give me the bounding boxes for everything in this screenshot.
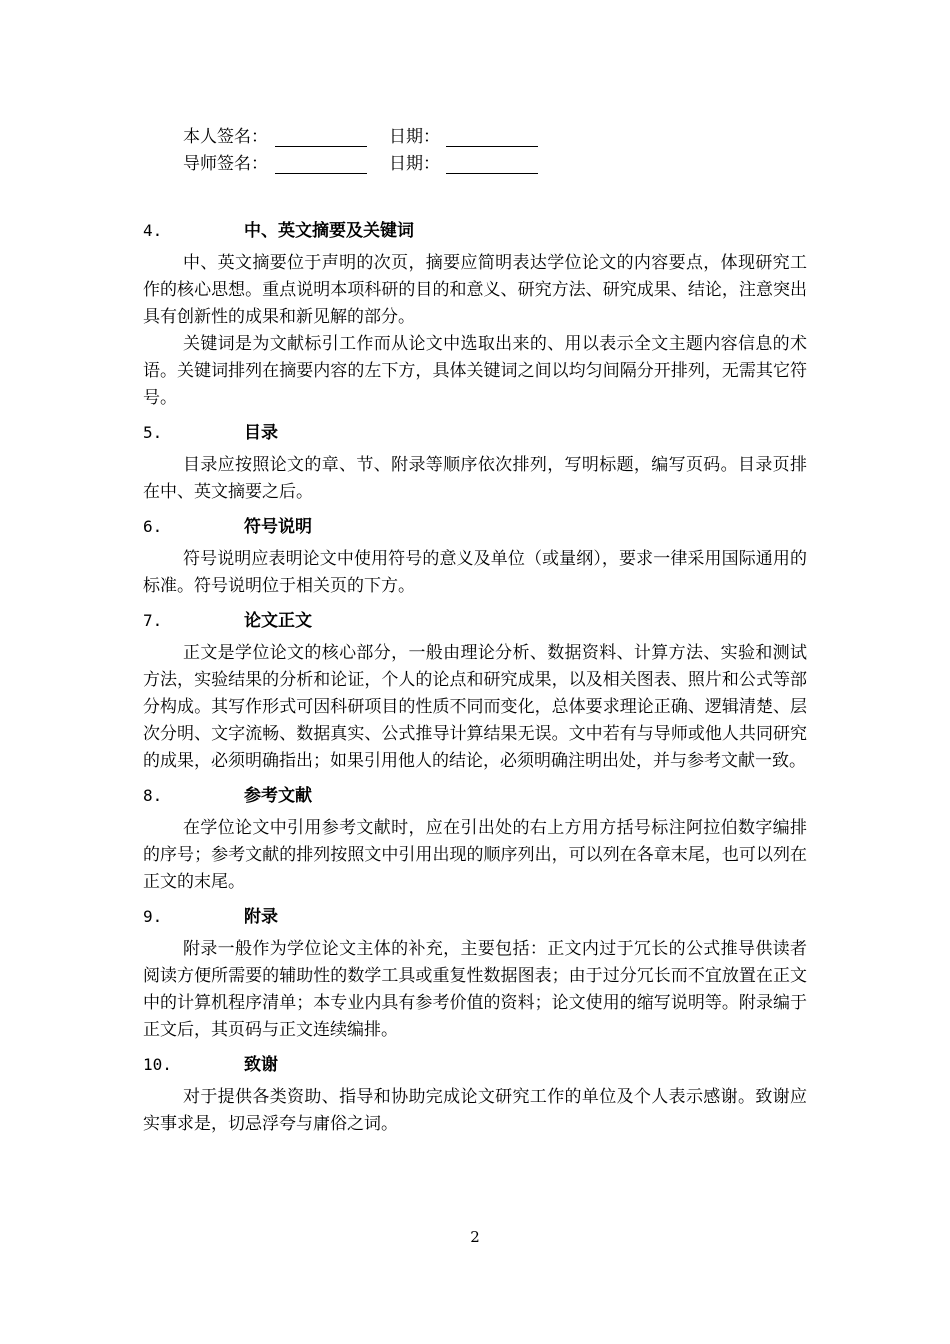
advisor-date-line xyxy=(446,156,538,174)
signature-block xyxy=(183,124,538,178)
author-date-label: 日期： xyxy=(389,127,440,147)
section-title: 中、英文摘要及关键词 xyxy=(244,221,414,241)
advisor-signature-label: 导师签名： xyxy=(183,154,268,174)
author-signature-line xyxy=(275,129,367,147)
section-appendix xyxy=(143,902,807,1044)
section-heading xyxy=(143,606,807,636)
section-references xyxy=(143,781,807,896)
section-heading xyxy=(143,902,807,932)
section-title: 参考文献 xyxy=(244,786,312,806)
section-number: 6. xyxy=(143,517,163,536)
section-abstract-keywords xyxy=(143,216,807,412)
section-heading xyxy=(143,781,807,811)
section-main-text xyxy=(143,606,807,775)
paragraph: 符号说明应表明论文中使用符号的意义及单位（或量纲），要求一律采用国际通用的标准。符号说明位于相关页的下方。 xyxy=(143,549,807,596)
signature-row-author xyxy=(183,124,538,151)
section-title: 符号说明 xyxy=(244,517,312,537)
section-number: 8. xyxy=(143,786,163,805)
section-number: 9. xyxy=(143,907,163,926)
section-number: 4. xyxy=(143,221,163,240)
section-heading xyxy=(143,1050,807,1080)
section-acknowledgements xyxy=(143,1050,807,1138)
signature-row-advisor xyxy=(183,151,538,178)
section-heading xyxy=(143,512,807,542)
paragraph: 正文是学位论文的核心部分，一般由理论分析、数据资料、计算方法、实验和测试方法，实验结果的分析和论证，个人的论点和研究成果，以及相关图表、照片和公式等部分构成。其写作形式可因科研项目的性质不同而变化，总体要求理论正确、逻辑清楚、层次分明、文字流畅、数据真实、公式推导计算结果无误。文中若有与导师或他人共同研究的成果，必须明确指出；如果引用他人的结论，必须明确注明出处，并与参考文献一致。 xyxy=(143,643,807,771)
section-title: 致谢 xyxy=(244,1055,278,1075)
author-date-line xyxy=(446,129,538,147)
section-number: 5. xyxy=(143,423,163,442)
advisor-signature-line xyxy=(275,156,367,174)
section-symbols xyxy=(143,512,807,600)
section-number: 7. xyxy=(143,611,163,630)
section-title: 论文正文 xyxy=(244,611,312,631)
advisor-date-label: 日期： xyxy=(389,154,440,174)
paragraph: 目录应按照论文的章、节、附录等顺序依次排列，写明标题，编写页码。目录页排在中、英文摘要之后。 xyxy=(143,455,807,502)
paragraph: 中、英文摘要位于声明的次页，摘要应简明表达学位论文的内容要点，体现研究工作的核心思想。重点说明本项科研的目的和意义、研究方法、研究成果、结论，注意突出具有创新性的成果和新见解的部分。 xyxy=(143,253,807,327)
section-heading xyxy=(143,418,807,448)
section-contents xyxy=(143,418,807,506)
section-number: 10. xyxy=(143,1055,172,1074)
paragraph: 在学位论文中引用参考文献时，应在引出处的右上方用方括号标注阿拉伯数字编排的序号；参考文献的排列按照文中引用出现的顺序列出，可以列在各章末尾，也可以列在正文的末尾。 xyxy=(143,818,807,892)
page-number: 2 xyxy=(470,1228,480,1246)
section-heading xyxy=(143,216,807,246)
paragraph: 对于提供各类资助、指导和协助完成论文研究工作的单位及个人表示感谢。致谢应实事求是，切忌浮夸与庸俗之词。 xyxy=(143,1087,807,1134)
document-body xyxy=(143,210,807,1138)
paragraph: 附录一般作为学位论文主体的补充，主要包括：正文内过于冗长的公式推导供读者阅读方便所需要的辅助性的数学工具或重复性数据图表；由于过分冗长而不宜放置在正文中的计算机程序清单；本专业内具有参考价值的资料；论文使用的缩写说明等。附录编于正文后，其页码与正文连续编排。 xyxy=(143,939,807,1040)
paragraph: 关键词是为文献标引工作而从论文中选取出来的、用以表示全文主题内容信息的术语。关键词排列在摘要内容的左下方，具体关键词之间以均匀间隔分开排列，无需其它符号。 xyxy=(143,334,807,408)
author-signature-label: 本人签名： xyxy=(183,127,268,147)
section-title: 附录 xyxy=(244,907,278,927)
section-title: 目录 xyxy=(244,423,278,443)
